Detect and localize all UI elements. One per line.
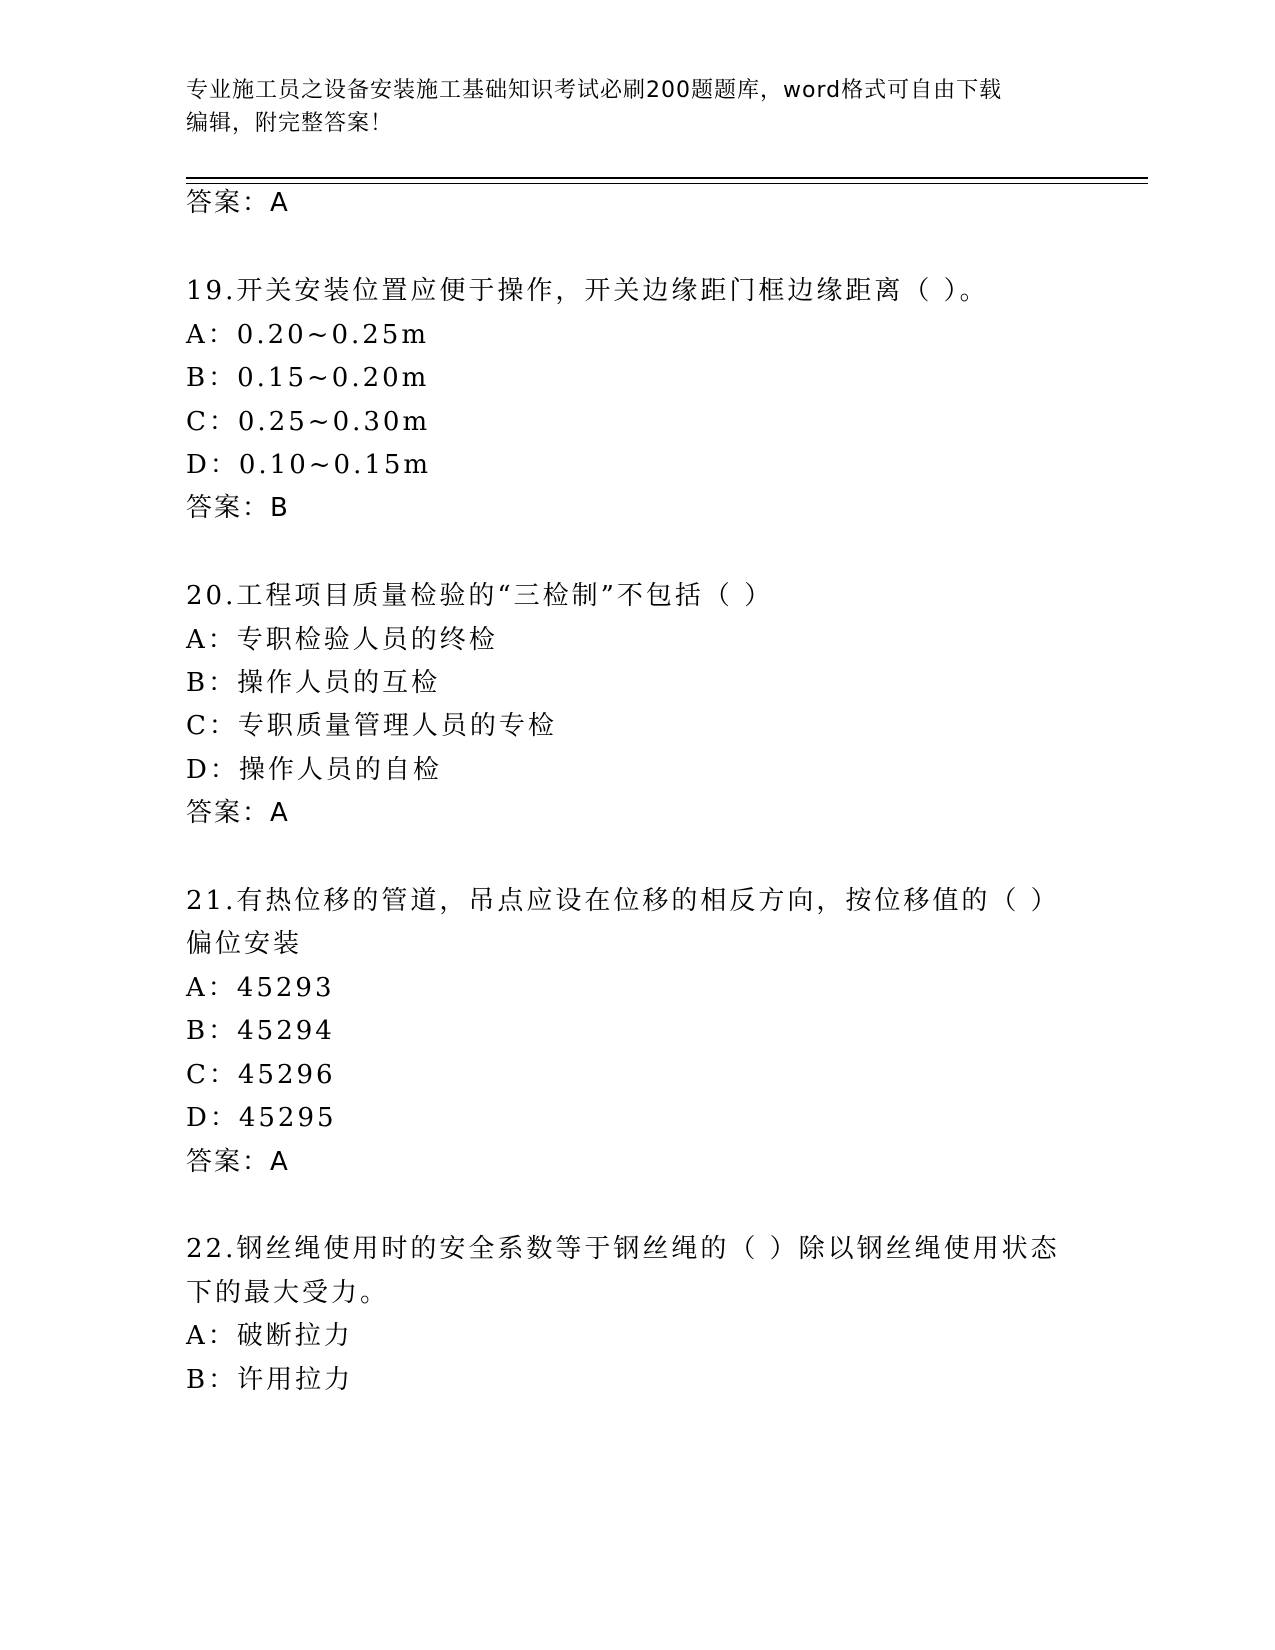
answer-line: 答案：B bbox=[186, 493, 290, 523]
question-stem: 22.钢丝绳使用时的安全系数等于钢丝绳的（ ）除以钢丝绳使用状态 bbox=[186, 1234, 1060, 1264]
answer-line: 答案：A bbox=[186, 188, 290, 218]
question-stem-continuation: 下的最大受力。 bbox=[186, 1278, 390, 1308]
question-stem: 19.开关安装位置应便于操作，开关边缘距门框边缘距离（ ）。 bbox=[186, 276, 989, 306]
header-title-line-2: 编辑，附完整答案！ bbox=[186, 111, 394, 136]
option-a: A：破断拉力 bbox=[186, 1321, 353, 1351]
header-title-line-1: 专业施工员之设备安装施工基础知识考试必刷200题题库，word格式可自由下载 bbox=[186, 78, 1003, 103]
option-c: C：45296 bbox=[186, 1060, 336, 1090]
document-header bbox=[186, 74, 1066, 140]
option-d: D：45295 bbox=[186, 1103, 337, 1133]
header-divider-thick bbox=[186, 177, 1148, 179]
option-c: C：0.25~0.30m bbox=[186, 407, 431, 437]
option-b: B：0.15~0.20m bbox=[186, 363, 430, 393]
answer-line: 答案：A bbox=[186, 798, 290, 828]
header-divider-thin bbox=[186, 183, 1148, 184]
question-stem-continuation: 偏位安装 bbox=[186, 929, 303, 959]
option-b: B：许用拉力 bbox=[186, 1365, 354, 1395]
option-b: B：操作人员的互检 bbox=[186, 668, 441, 698]
option-d: D：0.10~0.15m bbox=[186, 450, 432, 480]
answer-line: 答案：A bbox=[186, 1147, 290, 1177]
question-stem: 20.工程项目质量检验的“三检制”不包括（ ） bbox=[186, 581, 774, 611]
question-stem: 21.有热位移的管道，吊点应设在位移的相反方向，按位移值的（ ） bbox=[186, 886, 1060, 916]
option-a: A：专职检验人员的终检 bbox=[186, 625, 498, 655]
option-b: B：45294 bbox=[186, 1016, 335, 1046]
option-a: A：0.20~0.25m bbox=[186, 320, 429, 350]
option-c: C：专职质量管理人员的专检 bbox=[186, 711, 557, 741]
option-a: A：45293 bbox=[186, 973, 335, 1003]
option-d: D：操作人员的自检 bbox=[186, 755, 442, 785]
